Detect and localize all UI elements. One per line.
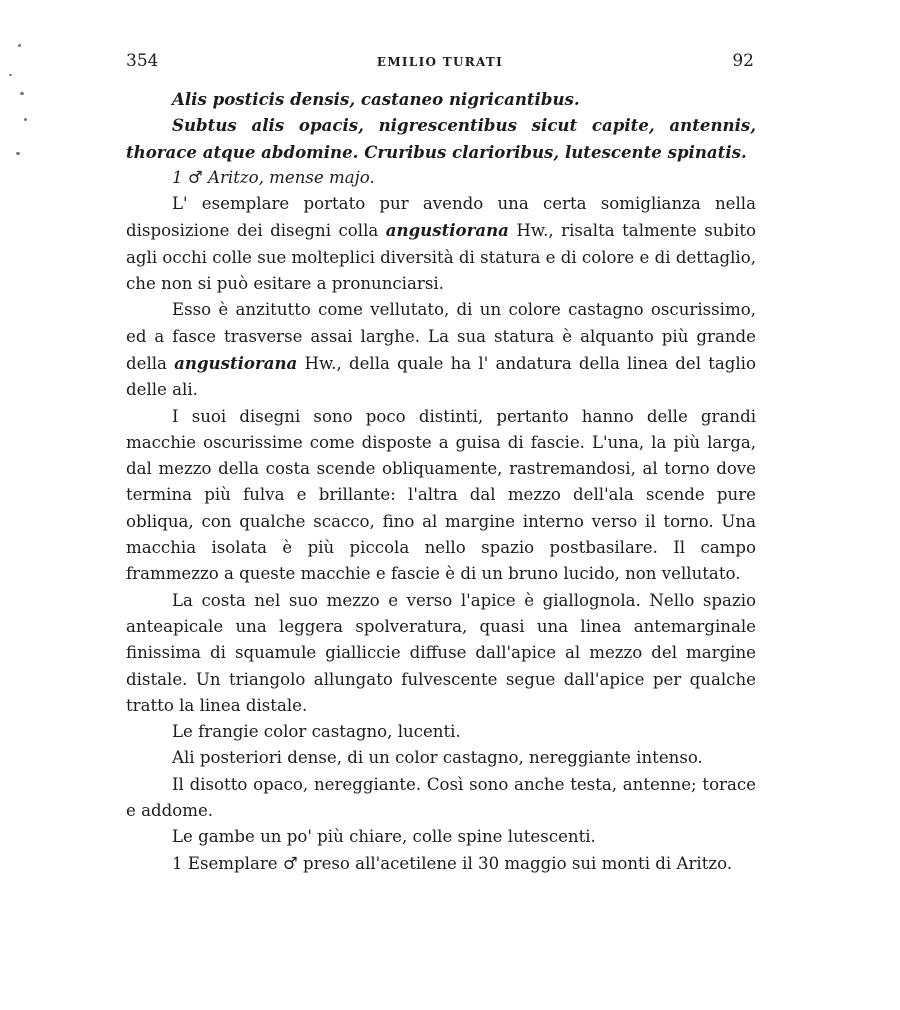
running-title: EMILIO TURATI	[376, 55, 504, 69]
page-number-left: 354	[126, 51, 159, 71]
paragraph-coloration	[126, 297, 756, 403]
paragraph-hindwings: Ali posteriori dense, di un color castagno, nereggiante intenso.	[172, 748, 703, 768]
scan-speck	[24, 118, 27, 121]
running-header	[126, 50, 754, 72]
text-run: L' esemplare portato pur avendo una certa somiglianza nella disposizione dei disegni colla	[126, 194, 756, 241]
body-text	[126, 86, 756, 877]
page-number-right: 92	[732, 51, 754, 71]
paragraph-legs: Le gambe un po' più chiare, colle spine lutescenti.	[172, 827, 596, 847]
scan-speck	[9, 74, 12, 76]
latin-description-hindwings: Alis posticis densis, castaneo nigricantibus.	[172, 89, 580, 109]
text-run: Hw., risalta talmente subito agli occhi colle sue molteplici diversità di statura e di colore e di dettaglio, che non si può esitare a pronunciarsi.	[126, 221, 757, 294]
paragraph-specimen: 1 Esemplare ♂ preso all'acetilene il 30 maggio sui monti di Aritzo.	[172, 853, 733, 873]
scan-speck	[20, 92, 24, 95]
scan-speck	[16, 152, 20, 155]
latin-specimen-record: 1 ♂ Aritzo, mense majo.	[172, 167, 375, 187]
paragraph-comparison	[126, 191, 756, 297]
paragraph-fringes: Le frangie color castagno, lucenti.	[172, 722, 461, 742]
species-name: angustiorana	[385, 220, 509, 241]
paragraph-underside: Il disotto opaco, nereggiante. Così sono anche testa, antenne; torace e addome.	[126, 774, 756, 821]
species-name: angustiorana	[174, 352, 298, 373]
text-run: Esso è anzitutto come vellutato, di un colore castagno oscurissimo, ed a fasce trasverse assai larghe. La sua statura è alquanto più grande della	[126, 300, 756, 373]
latin-description-underside: Subtus alis opacis, nigrescentibus sicut capite, antennis, thorace atque abdomine. Cruribus clarioribus, lutescente spinatis.	[126, 115, 756, 162]
paragraph-costa: La costa nel suo mezzo e verso l'apice è giallognola. Nello spazio anteapicale una leggera spolveratura, quasi una linea antemarginale finissima di squamule gialliccie diffuse dall'apice al mezzo del margine distale. Un triangolo allungato fulvescente segue dall'apice per qualche tratto la linea distale.	[126, 590, 756, 715]
scan-speck	[18, 44, 21, 47]
paragraph-markings: I suoi disegni sono poco distinti, pertanto hanno delle grandi macchie oscurissime come disposte a guisa di fascie. L'una, la più larga, dal mezzo della costa scende obliquamente, rastremandosi, al torno dove termina più fulva e brillante: l'altra dal mezzo dell'ala scende pure obliqua, con qualche scacco, fino al margine interno verso il torno. Una macchia isolata è più piccola nello spazio postbasilare. Il campo frammezzo a queste macchie e fascie è di un bruno lucido, non vellutato.	[126, 406, 756, 584]
text-run: Hw., della quale ha l' andatura della linea del taglio delle ali.	[126, 353, 756, 400]
